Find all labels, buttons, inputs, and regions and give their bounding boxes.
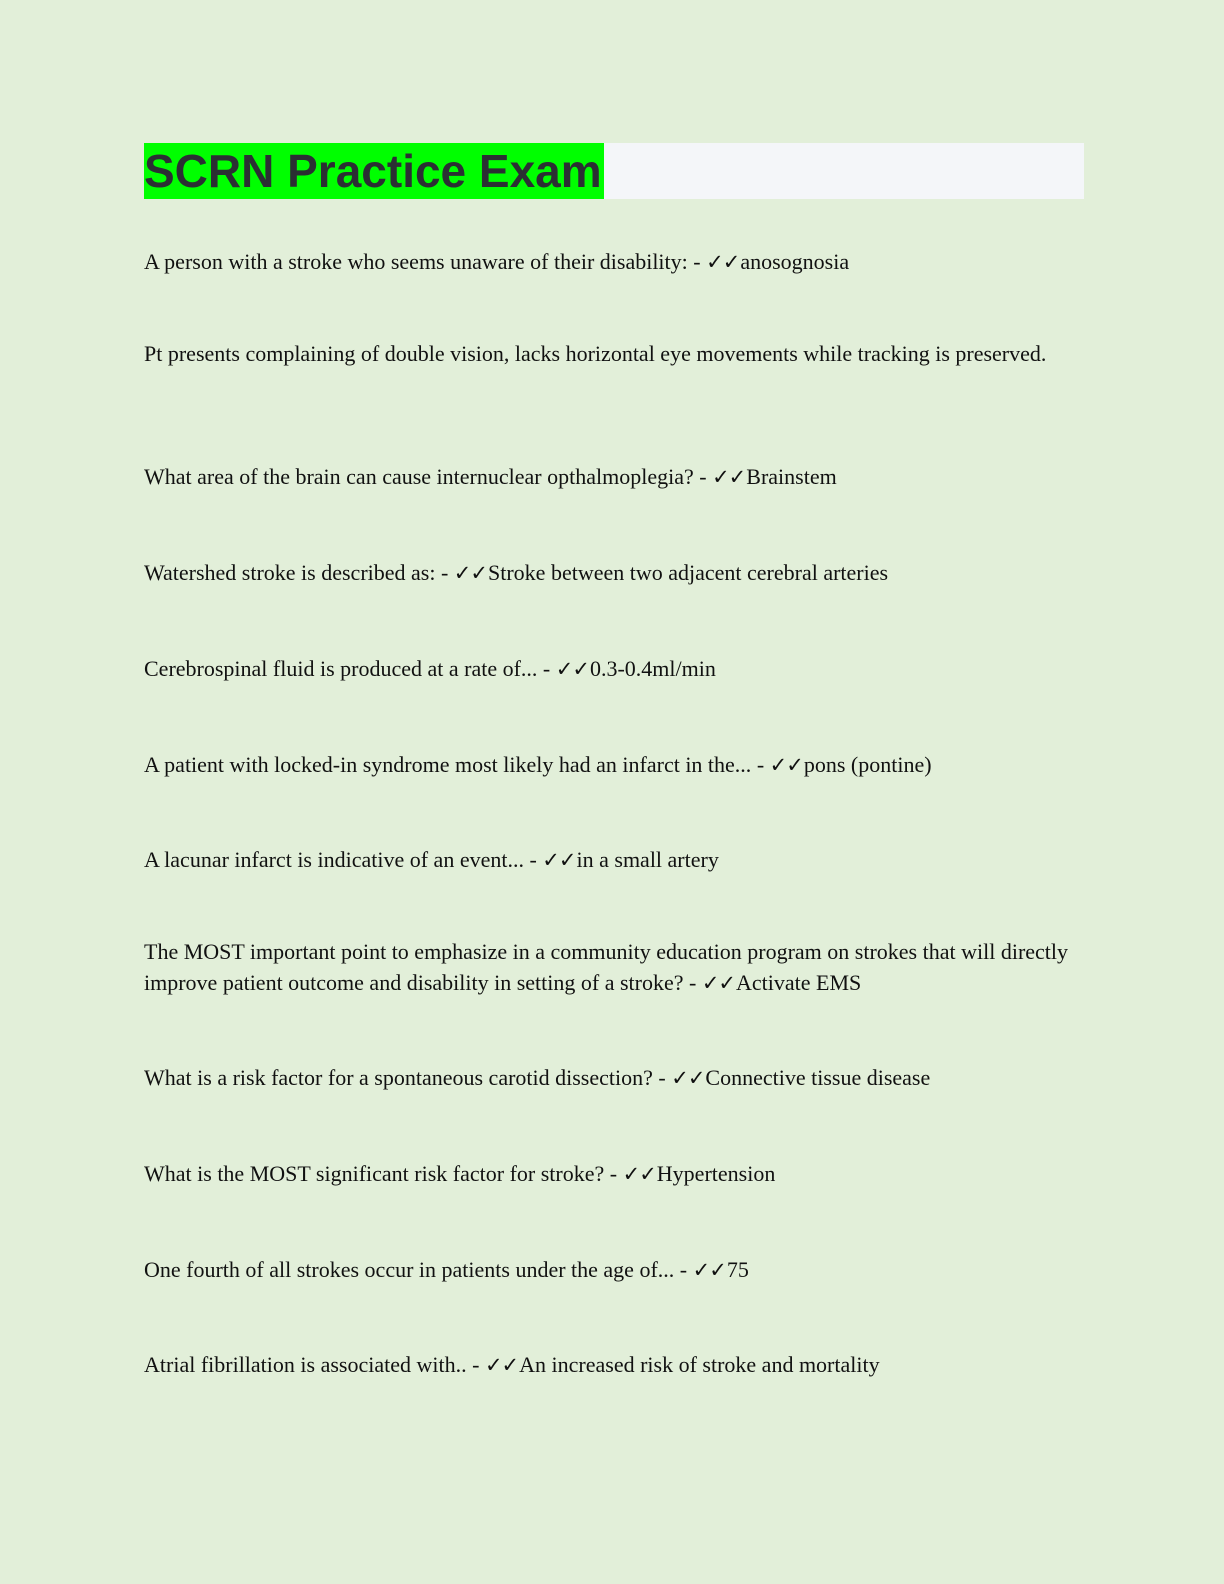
qa-item — [144, 844, 1084, 876]
checkmark-icon: ✓✓ — [453, 561, 487, 585]
answer-text: 75 — [726, 1257, 749, 1282]
question-text: One fourth of all strokes occur in patients under the age of... — [144, 1257, 675, 1282]
question-text: Cerebrospinal fluid is produced at a rate of... — [144, 656, 538, 681]
answer-text: anosognosia — [740, 249, 850, 274]
question-text: Pt presents complaining of double vision, lacks horizontal eye movements while tracking is preserved. — [144, 341, 1047, 366]
answer-text: An increased risk of stroke and mortality — [519, 1352, 880, 1377]
checkmark-icon: ✓✓ — [622, 1162, 656, 1186]
question-text: What area of the brain can cause internuclear opthalmoplegia? — [144, 464, 694, 489]
separator: - — [687, 249, 707, 274]
question-text: What is a risk factor for a spontaneous carotid dissection? — [144, 1065, 653, 1090]
separator: - — [751, 752, 770, 777]
answer-text: 0.3-0.4ml/min — [589, 656, 716, 681]
separator: - — [683, 970, 702, 995]
qa-item — [144, 653, 1084, 685]
checkmark-icon: ✓✓ — [701, 971, 736, 995]
answer-text: Connective tissue disease — [705, 1065, 931, 1090]
question-text: A patient with locked-in syndrome most likely had an infarct in the... — [144, 752, 752, 777]
qa-item — [144, 936, 1084, 999]
qa-item — [144, 1349, 1084, 1381]
separator: - — [674, 1257, 693, 1282]
answer-text: in a small artery — [576, 847, 719, 872]
qa-item — [144, 246, 1084, 278]
question-text: The MOST important point to emphasize in a community education program on strokes that will directly improve patient outcome and disability in setting of a stroke? — [144, 939, 1069, 995]
title-bar — [144, 143, 1084, 199]
question-text: Atrial fibrillation is associated with.. — [144, 1352, 467, 1377]
question-text: What is the MOST significant risk factor for stroke? — [144, 1161, 605, 1186]
qa-item — [144, 1254, 1084, 1286]
question-text: A lacunar infarct is indicative of an event... — [144, 847, 524, 872]
question-text: Watershed stroke is described as: — [144, 560, 436, 585]
qa-item — [144, 1158, 1084, 1190]
checkmark-icon: ✓✓ — [712, 465, 746, 489]
answer-text: Activate EMS — [736, 970, 862, 995]
checkmark-icon: ✓✓ — [769, 753, 803, 777]
answer-text: Stroke between two adjacent cerebral arteries — [488, 560, 889, 585]
checkmark-icon: ✓✓ — [706, 250, 740, 274]
answer-text: pons (pontine) — [803, 752, 932, 777]
qa-item — [144, 557, 1084, 589]
qa-item — [144, 1062, 1084, 1094]
separator: - — [537, 656, 556, 681]
answer-text: Hypertension — [656, 1161, 776, 1186]
checkmark-icon: ✓✓ — [542, 848, 576, 872]
separator: - — [652, 1065, 672, 1090]
document-title: SCRN Practice Exam — [144, 145, 602, 197]
qa-item — [144, 338, 1084, 369]
separator: - — [604, 1161, 623, 1186]
checkmark-icon: ✓✓ — [555, 657, 589, 681]
separator: - — [693, 464, 713, 489]
separator: - — [435, 560, 454, 585]
checkmark-icon: ✓✓ — [671, 1066, 705, 1090]
checkmark-icon: ✓✓ — [692, 1258, 726, 1282]
checkmark-icon: ✓✓ — [484, 1353, 519, 1377]
question-text: A person with a stroke who seems unaware of their disability: — [144, 249, 688, 274]
qa-item — [144, 749, 1084, 781]
qa-item — [144, 461, 1084, 493]
answer-text: Brainstem — [746, 464, 837, 489]
separator: - — [466, 1352, 485, 1377]
separator: - — [523, 847, 543, 872]
